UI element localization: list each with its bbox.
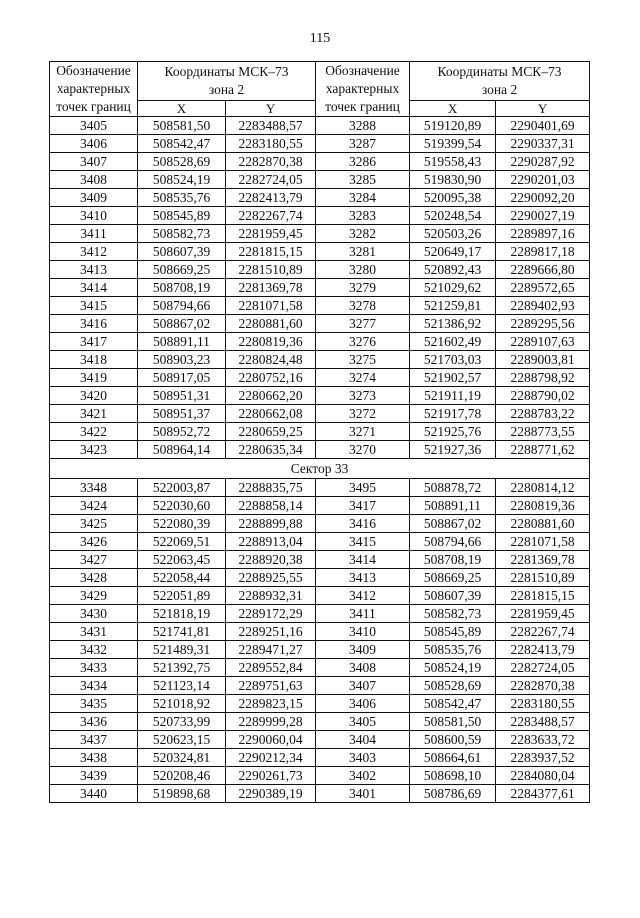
table-row xyxy=(50,369,590,387)
point-right-cell: 3408 xyxy=(316,659,410,677)
designation-line3: точек границ xyxy=(325,99,400,114)
x-left-cell: 508542,47 xyxy=(138,135,226,153)
y-right-cell: 2289295,56 xyxy=(496,315,590,333)
y-right-cell: 2289897,16 xyxy=(496,225,590,243)
x-right-cell: 520892,43 xyxy=(410,261,496,279)
y-left-cell: 2282267,74 xyxy=(226,207,316,225)
table-row xyxy=(50,641,590,659)
x-left-cell: 520733,99 xyxy=(138,713,226,731)
y-left-cell: 2288932,31 xyxy=(226,587,316,605)
point-right-cell: 3274 xyxy=(316,369,410,387)
point-right-cell: 3415 xyxy=(316,533,410,551)
y-left-cell: 2281959,45 xyxy=(226,225,316,243)
point-left-cell: 3438 xyxy=(50,749,138,767)
point-right-cell: 3282 xyxy=(316,225,410,243)
y-left-cell: 2280824,48 xyxy=(226,351,316,369)
y-right-cell: 2289572,65 xyxy=(496,279,590,297)
designation-line1: Обозначение xyxy=(325,63,400,78)
x-right-cell: 521925,76 xyxy=(410,423,496,441)
coords-header-left xyxy=(138,62,316,101)
y-left-cell: 2281071,58 xyxy=(226,297,316,315)
point-left-cell: 3433 xyxy=(50,659,138,677)
x-left-cell: 508917,05 xyxy=(138,369,226,387)
table-row xyxy=(50,659,590,677)
y-left-cell: 2280659,25 xyxy=(226,423,316,441)
x-left-cell: 522063,45 xyxy=(138,551,226,569)
x-right-cell: 519120,89 xyxy=(410,117,496,135)
x-right-cell: 520503,26 xyxy=(410,225,496,243)
point-left-cell: 3408 xyxy=(50,171,138,189)
x-left-cell: 508708,19 xyxy=(138,279,226,297)
x-right-cell: 508794,66 xyxy=(410,533,496,551)
y-right-cell: 2288783,22 xyxy=(496,405,590,423)
table-row xyxy=(50,333,590,351)
point-left-cell: 3425 xyxy=(50,515,138,533)
point-left-cell: 3432 xyxy=(50,641,138,659)
table-row xyxy=(50,297,590,315)
x-left-cell: 520324,81 xyxy=(138,749,226,767)
table-row xyxy=(50,315,590,333)
designation-line1: Обозначение xyxy=(56,63,131,78)
y-left-cell: 2282870,38 xyxy=(226,153,316,171)
y-right-cell: 2284377,61 xyxy=(496,785,590,803)
table-header xyxy=(50,62,590,117)
x-left-cell: 521741,81 xyxy=(138,623,226,641)
point-left-cell: 3431 xyxy=(50,623,138,641)
table-row xyxy=(50,785,590,803)
point-left-cell: 3420 xyxy=(50,387,138,405)
designation-header-left xyxy=(50,62,138,117)
y-right-cell: 2290092,20 xyxy=(496,189,590,207)
point-right-cell: 3281 xyxy=(316,243,410,261)
x-right-cell: 508535,76 xyxy=(410,641,496,659)
x-left-cell: 508903,23 xyxy=(138,351,226,369)
x-right-cell: 508545,89 xyxy=(410,623,496,641)
y-left-cell: 2280819,36 xyxy=(226,333,316,351)
point-left-cell: 3411 xyxy=(50,225,138,243)
page-number: 115 xyxy=(309,31,331,46)
y-left-cell: 2290060,04 xyxy=(226,731,316,749)
y-left-cell: 2289471,27 xyxy=(226,641,316,659)
point-right-cell: 3277 xyxy=(316,315,410,333)
y-right-cell: 2288773,55 xyxy=(496,423,590,441)
x-right-cell: 520248,54 xyxy=(410,207,496,225)
x-right-cell: 521703,03 xyxy=(410,351,496,369)
x-left-cell: 508951,37 xyxy=(138,405,226,423)
y-left-cell: 2290212,34 xyxy=(226,749,316,767)
x-right-cell: 521917,78 xyxy=(410,405,496,423)
x-right-cell: 521259,81 xyxy=(410,297,496,315)
point-right-cell: 3270 xyxy=(316,441,410,459)
y-left-cell: 2288835,75 xyxy=(226,479,316,497)
point-right-cell: 3413 xyxy=(316,569,410,587)
x-left-cell: 508669,25 xyxy=(138,261,226,279)
y-right-cell: 2289003,81 xyxy=(496,351,590,369)
point-left-cell: 3413 xyxy=(50,261,138,279)
x-left-cell: 508581,50 xyxy=(138,117,226,135)
x-left-cell: 508794,66 xyxy=(138,297,226,315)
point-right-cell: 3276 xyxy=(316,333,410,351)
y-right-cell: 2290201,03 xyxy=(496,171,590,189)
point-left-cell: 3415 xyxy=(50,297,138,315)
y-right-cell: 2282413,79 xyxy=(496,641,590,659)
y-right-cell: 2283633,72 xyxy=(496,731,590,749)
point-left-cell: 3434 xyxy=(50,677,138,695)
x-left-cell: 508951,31 xyxy=(138,387,226,405)
x-right-cell: 519830,90 xyxy=(410,171,496,189)
x-right-cell: 508524,19 xyxy=(410,659,496,677)
x-right-cell: 521029,62 xyxy=(410,279,496,297)
point-right-cell: 3495 xyxy=(316,479,410,497)
x-right-cell: 519558,43 xyxy=(410,153,496,171)
y-left-cell: 2289251,16 xyxy=(226,623,316,641)
x-right-cell: 520095,38 xyxy=(410,189,496,207)
y-right-cell: 2280881,60 xyxy=(496,515,590,533)
x-right-cell: 519399,54 xyxy=(410,135,496,153)
y-right-cell: 2290027,19 xyxy=(496,207,590,225)
y-right-cell: 2283180,55 xyxy=(496,695,590,713)
y-left-cell: 2283488,57 xyxy=(226,117,316,135)
point-right-cell: 3278 xyxy=(316,297,410,315)
point-left-cell: 3424 xyxy=(50,497,138,515)
x-right-cell: 508582,73 xyxy=(410,605,496,623)
point-left-cell: 3439 xyxy=(50,767,138,785)
x-right-cell: 508867,02 xyxy=(410,515,496,533)
table-row xyxy=(50,441,590,459)
point-right-cell: 3284 xyxy=(316,189,410,207)
table-row xyxy=(50,189,590,207)
point-right-cell: 3401 xyxy=(316,785,410,803)
y-left-cell: 2280881,60 xyxy=(226,315,316,333)
point-left-cell: 3437 xyxy=(50,731,138,749)
table-row xyxy=(50,207,590,225)
x-right-cell: 521602,49 xyxy=(410,333,496,351)
y-right-cell: 2281959,45 xyxy=(496,605,590,623)
point-left-cell: 3430 xyxy=(50,605,138,623)
x-left-cell: 520623,15 xyxy=(138,731,226,749)
y-left-cell: 2290389,19 xyxy=(226,785,316,803)
point-left-cell: 3407 xyxy=(50,153,138,171)
table-row xyxy=(50,713,590,731)
point-right-cell: 3412 xyxy=(316,587,410,605)
table-row xyxy=(50,587,590,605)
point-right-cell: 3275 xyxy=(316,351,410,369)
x-left-cell: 508867,02 xyxy=(138,315,226,333)
y-right-cell: 2282724,05 xyxy=(496,659,590,677)
point-left-cell: 3423 xyxy=(50,441,138,459)
x-right-cell: 521927,36 xyxy=(410,441,496,459)
table-row xyxy=(50,243,590,261)
point-right-cell: 3414 xyxy=(316,551,410,569)
y-left-cell: 2290261,73 xyxy=(226,767,316,785)
point-left-cell: 3405 xyxy=(50,117,138,135)
sector-title: Сектор 33 xyxy=(50,459,590,479)
point-right-cell: 3410 xyxy=(316,623,410,641)
point-right-cell: 3283 xyxy=(316,207,410,225)
x-left-cell: 508582,73 xyxy=(138,225,226,243)
table-row xyxy=(50,677,590,695)
point-right-cell: 3286 xyxy=(316,153,410,171)
x-right-cell: 508878,72 xyxy=(410,479,496,497)
y-left-cell: 2281510,89 xyxy=(226,261,316,279)
x-left-cell: 521018,92 xyxy=(138,695,226,713)
designation-line3: точек границ xyxy=(56,99,131,114)
table-row xyxy=(50,569,590,587)
x-right-cell: 521902,57 xyxy=(410,369,496,387)
point-right-cell: 3287 xyxy=(316,135,410,153)
y-left-cell: 2288899,88 xyxy=(226,515,316,533)
y-right-cell: 2289107,63 xyxy=(496,333,590,351)
x-right-cell: 508664,61 xyxy=(410,749,496,767)
y-left-cell: 2280635,34 xyxy=(226,441,316,459)
table-row xyxy=(50,153,590,171)
point-right-cell: 3407 xyxy=(316,677,410,695)
table-row xyxy=(50,695,590,713)
x-right-cell: 508891,11 xyxy=(410,497,496,515)
section2-body xyxy=(50,479,590,803)
point-right-cell: 3417 xyxy=(316,497,410,515)
y-right-cell: 2288798,92 xyxy=(496,369,590,387)
x-right-cell: 520649,17 xyxy=(410,243,496,261)
y-left-cell: 2289751,63 xyxy=(226,677,316,695)
x-left-cell: 522058,44 xyxy=(138,569,226,587)
table-row xyxy=(50,225,590,243)
table-row xyxy=(50,767,590,785)
point-left-cell: 3418 xyxy=(50,351,138,369)
table-row xyxy=(50,279,590,297)
y-left-cell: 2280662,08 xyxy=(226,405,316,423)
y-left-cell: 2282413,79 xyxy=(226,189,316,207)
y-left-cell: 2281369,78 xyxy=(226,279,316,297)
point-left-cell: 3427 xyxy=(50,551,138,569)
designation-line2: характерных xyxy=(56,81,131,96)
point-right-cell: 3403 xyxy=(316,749,410,767)
table-row xyxy=(50,605,590,623)
x-left-cell: 521123,14 xyxy=(138,677,226,695)
y-left-cell: 2281815,15 xyxy=(226,243,316,261)
y-right-cell: 2283937,52 xyxy=(496,749,590,767)
y-right-cell: 2281071,58 xyxy=(496,533,590,551)
x-right-cell: 508528,69 xyxy=(410,677,496,695)
y-right-cell: 2281369,78 xyxy=(496,551,590,569)
coordinates-table xyxy=(49,61,590,803)
point-left-cell: 3419 xyxy=(50,369,138,387)
y-right-cell: 2289402,93 xyxy=(496,297,590,315)
x-left-cell: 521489,31 xyxy=(138,641,226,659)
point-left-cell: 3429 xyxy=(50,587,138,605)
y-left-cell: 2288925,55 xyxy=(226,569,316,587)
point-left-cell: 3414 xyxy=(50,279,138,297)
table-row xyxy=(50,515,590,533)
y-left-cell: 2283180,55 xyxy=(226,135,316,153)
table-row xyxy=(50,479,590,497)
y-left-cell: 2288920,38 xyxy=(226,551,316,569)
y-left-cell: 2280662,20 xyxy=(226,387,316,405)
y-right-cell: 2290337,31 xyxy=(496,135,590,153)
y-right-cell: 2289666,80 xyxy=(496,261,590,279)
point-left-cell: 3348 xyxy=(50,479,138,497)
point-right-cell: 3288 xyxy=(316,117,410,135)
y-right-cell: 2280814,12 xyxy=(496,479,590,497)
point-left-cell: 3428 xyxy=(50,569,138,587)
x-left-cell: 508891,11 xyxy=(138,333,226,351)
table-row xyxy=(50,551,590,569)
point-left-cell: 3417 xyxy=(50,333,138,351)
point-right-cell: 3416 xyxy=(316,515,410,533)
x-left-cell: 508964,14 xyxy=(138,441,226,459)
y-right-cell: 2289817,18 xyxy=(496,243,590,261)
point-left-cell: 3440 xyxy=(50,785,138,803)
table-row xyxy=(50,497,590,515)
sector-row xyxy=(50,459,590,479)
x-right-cell: 508581,50 xyxy=(410,713,496,731)
table-row xyxy=(50,731,590,749)
table-row xyxy=(50,423,590,441)
x-left-cell: 508545,89 xyxy=(138,207,226,225)
x-right-cell: 521911,19 xyxy=(410,387,496,405)
point-right-cell: 3405 xyxy=(316,713,410,731)
y-right-cell: 2281510,89 xyxy=(496,569,590,587)
point-left-cell: 3410 xyxy=(50,207,138,225)
x-left-cell: 508528,69 xyxy=(138,153,226,171)
x-right-cell: 508698,10 xyxy=(410,767,496,785)
coords-header-right xyxy=(410,62,590,101)
x-header-left: X xyxy=(138,101,226,117)
coords-line2: зона 2 xyxy=(208,82,245,98)
point-left-cell: 3421 xyxy=(50,405,138,423)
table-row xyxy=(50,387,590,405)
coords-line1: Координаты МСК–73 xyxy=(164,64,289,80)
point-left-cell: 3422 xyxy=(50,423,138,441)
x-right-cell: 508708,19 xyxy=(410,551,496,569)
y-left-cell: 2280752,16 xyxy=(226,369,316,387)
y-header-left: Y xyxy=(226,101,316,117)
designation-line2: характерных xyxy=(325,81,400,96)
x-left-cell: 508607,39 xyxy=(138,243,226,261)
y-right-cell: 2288790,02 xyxy=(496,387,590,405)
y-right-cell: 2290287,92 xyxy=(496,153,590,171)
x-left-cell: 519898,68 xyxy=(138,785,226,803)
y-left-cell: 2289999,28 xyxy=(226,713,316,731)
table-row xyxy=(50,749,590,767)
table-row xyxy=(50,623,590,641)
x-left-cell: 522030,60 xyxy=(138,497,226,515)
point-left-cell: 3426 xyxy=(50,533,138,551)
x-left-cell: 522069,51 xyxy=(138,533,226,551)
point-left-cell: 3436 xyxy=(50,713,138,731)
x-left-cell: 521818,19 xyxy=(138,605,226,623)
point-right-cell: 3273 xyxy=(316,387,410,405)
table-row xyxy=(50,405,590,423)
x-right-cell: 508600,59 xyxy=(410,731,496,749)
point-right-cell: 3279 xyxy=(316,279,410,297)
y-right-cell: 2284080,04 xyxy=(496,767,590,785)
point-left-cell: 3409 xyxy=(50,189,138,207)
point-right-cell: 3285 xyxy=(316,171,410,189)
x-right-cell: 508542,47 xyxy=(410,695,496,713)
x-left-cell: 522003,87 xyxy=(138,479,226,497)
point-right-cell: 3411 xyxy=(316,605,410,623)
y-right-cell: 2290401,69 xyxy=(496,117,590,135)
sector-divider xyxy=(50,459,590,479)
y-right-cell: 2282267,74 xyxy=(496,623,590,641)
table-row xyxy=(50,117,590,135)
y-right-cell: 2283488,57 xyxy=(496,713,590,731)
y-left-cell: 2288858,14 xyxy=(226,497,316,515)
point-right-cell: 3402 xyxy=(316,767,410,785)
table-row xyxy=(50,261,590,279)
coords-line2: зона 2 xyxy=(481,82,518,98)
y-left-cell: 2288913,04 xyxy=(226,533,316,551)
x-left-cell: 522080,39 xyxy=(138,515,226,533)
x-header-right: X xyxy=(410,101,496,117)
point-right-cell: 3280 xyxy=(316,261,410,279)
y-left-cell: 2289552,84 xyxy=(226,659,316,677)
table-row xyxy=(50,533,590,551)
table-row xyxy=(50,351,590,369)
y-left-cell: 2289172,29 xyxy=(226,605,316,623)
x-left-cell: 521392,75 xyxy=(138,659,226,677)
point-left-cell: 3435 xyxy=(50,695,138,713)
x-right-cell: 508786,69 xyxy=(410,785,496,803)
x-left-cell: 520208,46 xyxy=(138,767,226,785)
x-right-cell: 508669,25 xyxy=(410,569,496,587)
y-left-cell: 2289823,15 xyxy=(226,695,316,713)
y-right-cell: 2281815,15 xyxy=(496,587,590,605)
x-right-cell: 521386,92 xyxy=(410,315,496,333)
point-left-cell: 3406 xyxy=(50,135,138,153)
point-right-cell: 3406 xyxy=(316,695,410,713)
designation-header-right xyxy=(316,62,410,117)
y-left-cell: 2282724,05 xyxy=(226,171,316,189)
point-left-cell: 3412 xyxy=(50,243,138,261)
y-header-right: Y xyxy=(496,101,590,117)
point-left-cell: 3416 xyxy=(50,315,138,333)
point-right-cell: 3272 xyxy=(316,405,410,423)
coords-line1: Координаты МСК–73 xyxy=(437,64,562,80)
point-right-cell: 3271 xyxy=(316,423,410,441)
x-right-cell: 508607,39 xyxy=(410,587,496,605)
x-left-cell: 508524,19 xyxy=(138,171,226,189)
x-left-cell: 508952,72 xyxy=(138,423,226,441)
point-right-cell: 3404 xyxy=(316,731,410,749)
y-right-cell: 2288771,62 xyxy=(496,441,590,459)
point-right-cell: 3409 xyxy=(316,641,410,659)
x-left-cell: 508535,76 xyxy=(138,189,226,207)
y-right-cell: 2280819,36 xyxy=(496,497,590,515)
table-row xyxy=(50,171,590,189)
table-row xyxy=(50,135,590,153)
x-left-cell: 522051,89 xyxy=(138,587,226,605)
y-right-cell: 2282870,38 xyxy=(496,677,590,695)
section1-body xyxy=(50,117,590,459)
